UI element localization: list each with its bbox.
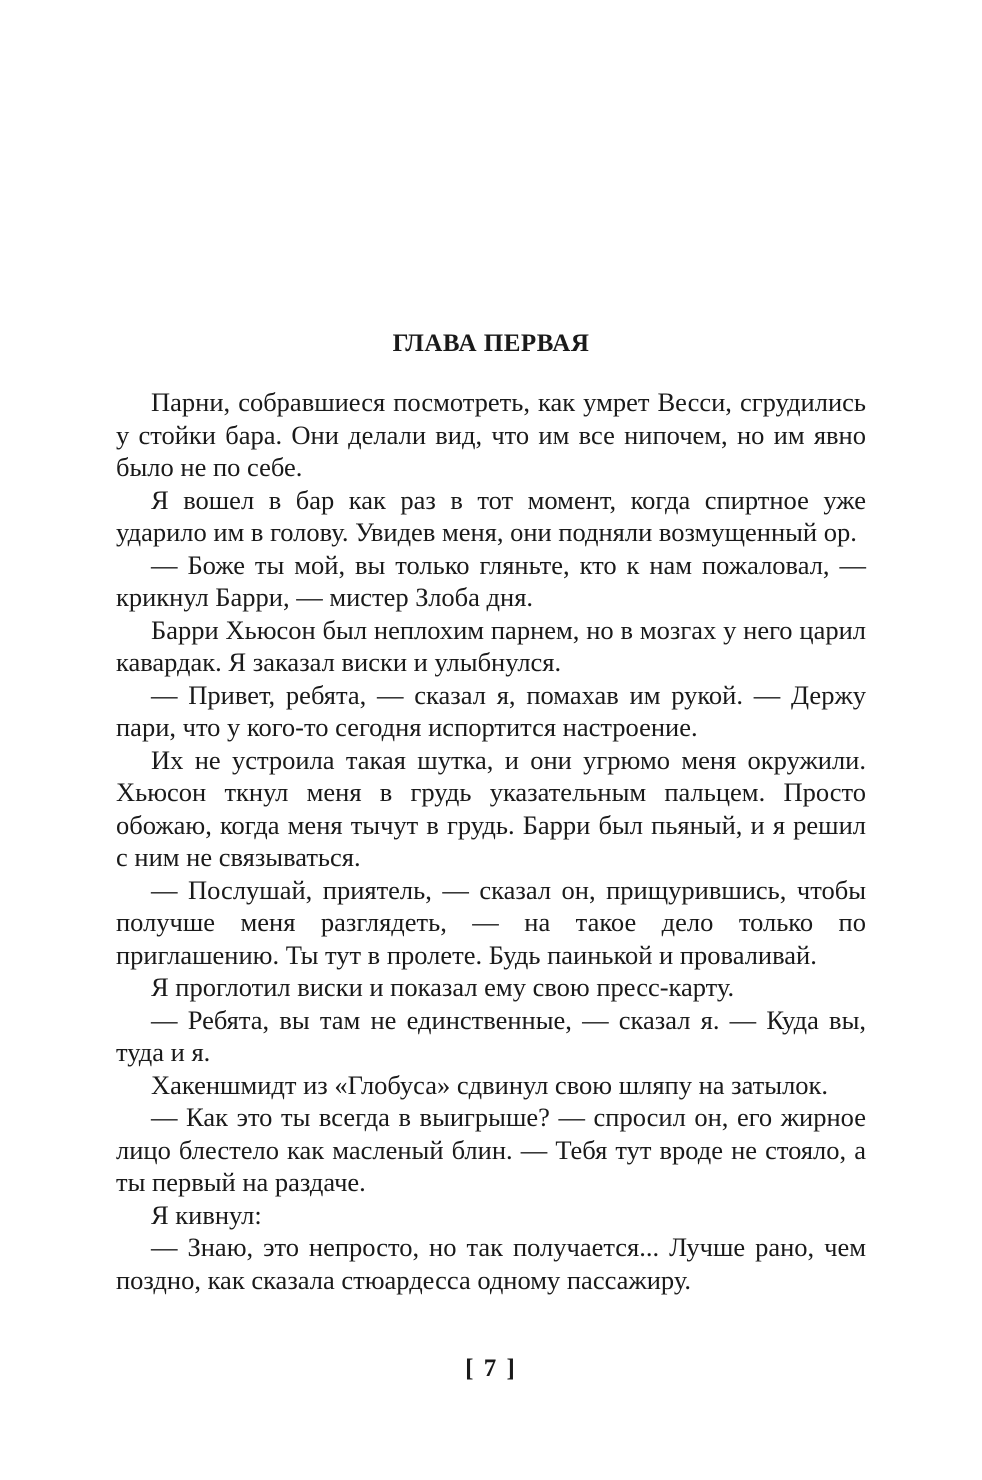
paragraph: — Привет, ребята, — сказал я, помахав им рукой. — Держу пари, что у кого-то сегодня испортится настроение. <box>116 679 866 742</box>
paragraph: Я вошел в бар как раз в тот момент, когда спиртное уже ударило им в голову. Увидев меня, они подняли возмущенный ор. <box>116 484 866 547</box>
paragraph: Парни, собравшиеся посмотреть, как умрет Весси, сгрудились у стойки бара. Они делали вид, что им все нипочем, но им явно было не по себе. <box>116 387 866 482</box>
body-text <box>116 386 866 1296</box>
paragraph: Я проглотил виски и показал ему свою пресс-карту. <box>151 972 735 1002</box>
paragraph: — Как это ты всегда в выигрыше? — спросил он, его жирное лицо блестело как масленый блин. — Тебя тут вроде не стояло, а ты первый на раздаче. <box>116 1102 866 1197</box>
paragraph: — Боже ты мой, вы только гляньте, кто к нам пожаловал, — крикнул Барри, — мистер Злоба дня. <box>116 549 866 612</box>
paragraph: Я кивнул: <box>151 1199 262 1230</box>
paragraph: — Ребята, вы там не единственные, — сказал я. — Куда вы, туда и я. <box>116 1004 866 1067</box>
paragraph: Барри Хьюсон был неплохим парнем, но в мозгах у него царил кавардак. Я заказал виски и улыбнулся. <box>116 614 866 677</box>
paragraph: Хакеншмидт из «Глобуса» сдвинул свою шляпу на затылок. <box>151 1069 829 1100</box>
chapter-title: ГЛАВА ПЕРВАЯ <box>392 330 590 357</box>
paragraph: — Послушай, приятель, — сказал он, прищурившись, чтобы получше меня разглядеть, — на такое дело только по приглашению. Ты тут в пролете. Будь паинькой и проваливай. <box>116 874 866 970</box>
paragraph: Их не устроила такая шутка, и они угрюмо меня окружили. Хьюсон ткнул меня в грудь указательным пальцем. Просто обожаю, когда меня тычут в грудь. Барри был пьяный, и я решил с ним не связываться. <box>116 744 866 872</box>
page-number: [ 7 ] <box>465 1355 517 1382</box>
paragraph: — Знаю, это непросто, но так получается... Лучше рано, чем поздно, как сказала стюардесса одному пассажиру. <box>116 1232 866 1295</box>
